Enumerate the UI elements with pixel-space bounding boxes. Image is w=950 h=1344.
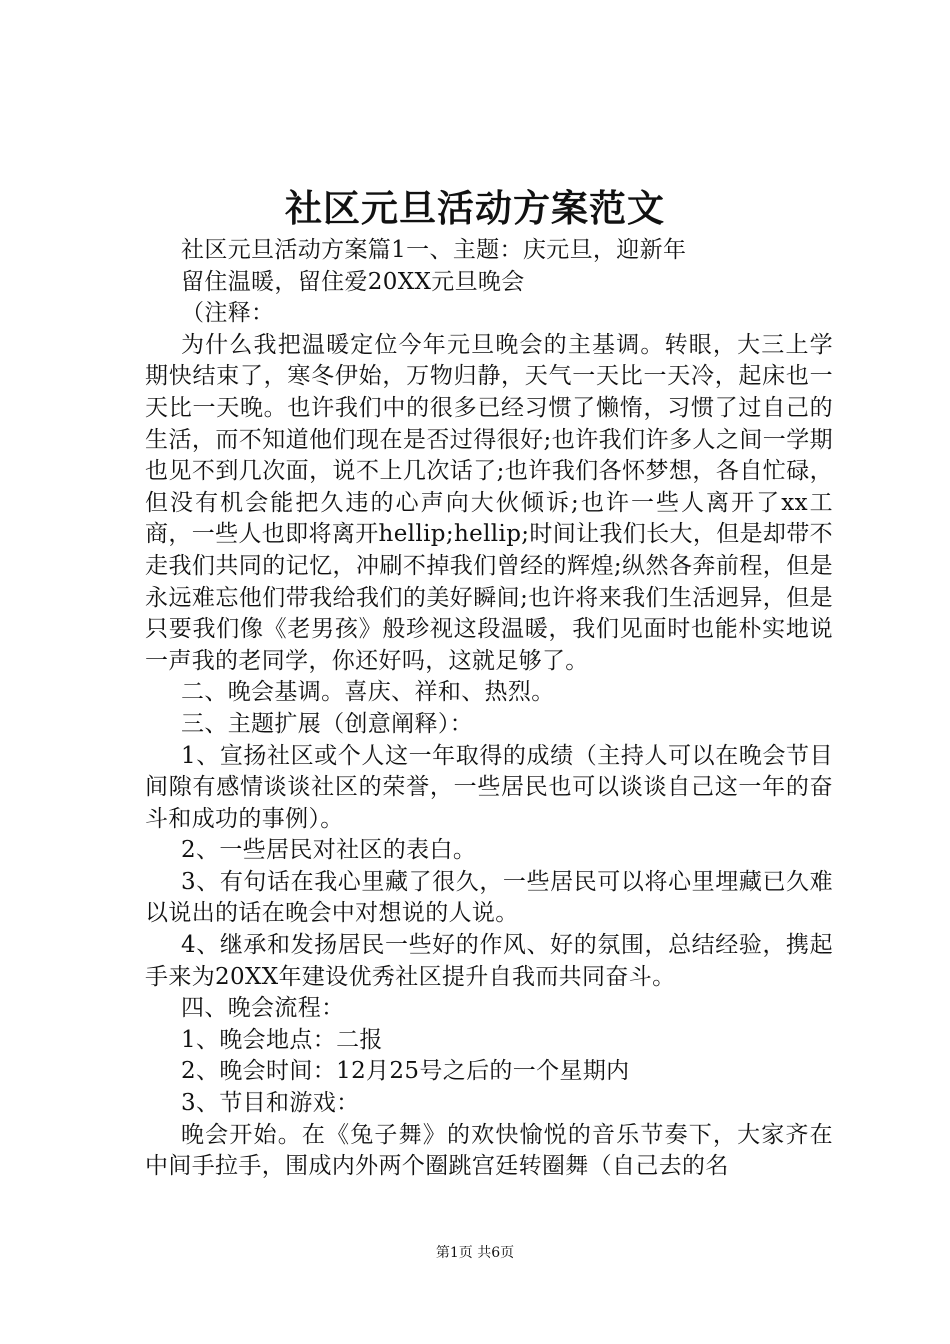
paragraph-item-1: 1、宣扬社区或个人这一年取得的成绩（主持人可以在晚会节目间隙有感情谈谈社区的荣誉，一些居民也可以谈谈自己这一年的奋斗和成功的事例）。 (145, 742, 833, 832)
paragraph-item-2: 2、一些居民对社区的表白。 (181, 837, 477, 864)
paragraph-note-body: 为什么我把温暖定位今年元旦晚会的主基调。转眼，大三上学期快结束了，寒冬伊始，万物归静，天气一天比一天冷，起床也一天比一天晚。也许我们中的很多已经习惯了懒惰，习惯了过自己的生活，而不知道他们现在是否过得很好;也许我们许多人之间一学期也见不到几次面，说不上几次话了;也许我们各怀梦想，各自忙碌，但没有机会能把久违的心声向大伙倾诉;也许一些人离开了xx工商，一些人也即将离开hellip;hellip;时间让我们长大，但是却带不走我们共同的记忆，冲刷不掉我们曾经的辉煌;纵然各奔前程，但是永远难忘他们带我给我们的美好瞬间;也许将来我们生活迥异，但是只要我们像《老男孩》般珍视这段温暖，我们见面时也能朴实地说一声我的老同学，你还好吗，这就足够了。 (145, 331, 833, 674)
paragraph-process-heading: 四、晚会流程： (181, 995, 345, 1022)
paragraph-theme-expansion: 三、主题扩展（创意阐释）： (181, 710, 474, 737)
paragraph-intro-theme: 社区元旦活动方案篇1一、主题：庆元旦，迎新年 (181, 237, 687, 263)
paragraph-note-label: （注释： (181, 300, 275, 327)
paragraph-item-4: 4、继承和发扬居民一些好的作风、好的氛围，总结经验，携起手来为20XX年建设优秀社区提升自我而共同奋斗。 (145, 932, 833, 990)
paragraph-venue: 1、晚会地点：二报 (181, 1026, 383, 1053)
paragraph-item-3: 3、有句话在我心里藏了很久，一些居民可以将心里埋藏已久难以说出的话在晚会中对想说的人说。 (145, 868, 833, 927)
paragraph-time: 2、晚会时间：12月25号之后的一个星期内 (181, 1058, 630, 1085)
paragraph-opening: 晚会开始。在《兔子舞》的欢快愉悦的音乐节奏下，大家齐在中间手拉手，围成内外两个圈跳宫廷转圈舞（自己去的名 (145, 1121, 833, 1180)
document-title: 社区元旦活动方案范文 (285, 186, 665, 230)
document-body (145, 235, 833, 1183)
page-footer: 第1页 共6页 (435, 1245, 515, 1261)
paragraph-event-name: 留住温暖，留住爱20XX元旦晚会 (181, 268, 525, 295)
paragraph-programs: 3、节目和游戏： (181, 1090, 360, 1117)
paragraph-tone: 二、晚会基调。喜庆、祥和、热烈。 (181, 679, 555, 706)
